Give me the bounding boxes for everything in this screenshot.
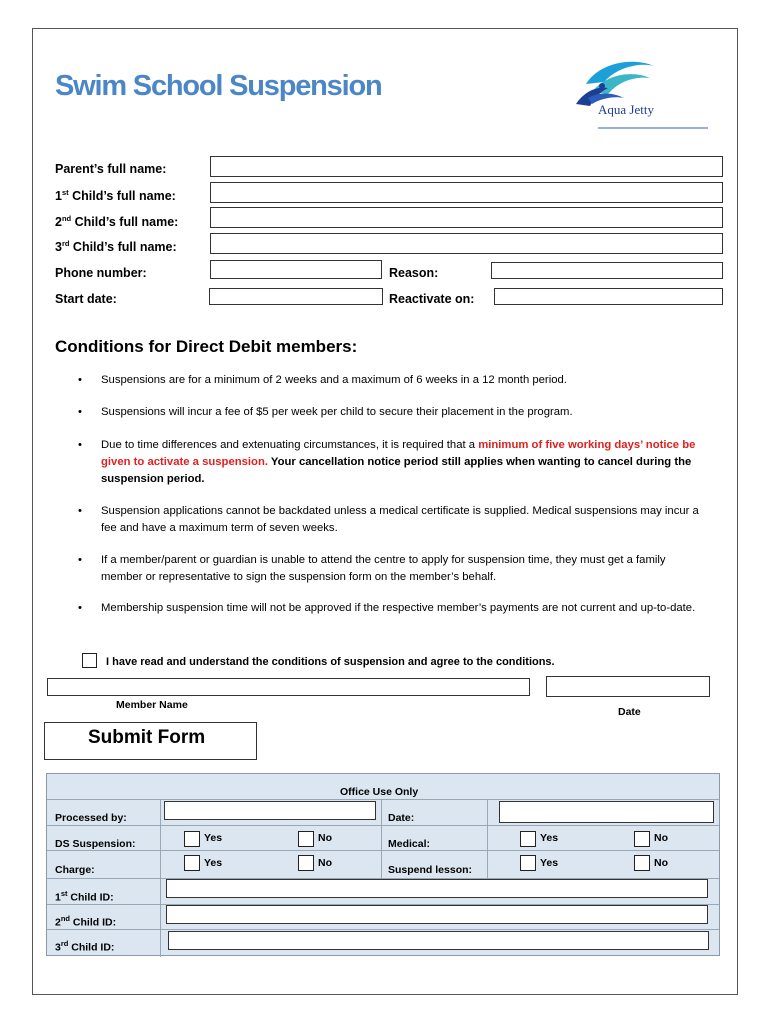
yes-label: Yes xyxy=(540,832,559,844)
no-label: No xyxy=(654,832,668,844)
charge-yes-checkbox[interactable] xyxy=(184,855,200,871)
office-date-field[interactable] xyxy=(499,801,714,823)
reason-field[interactable] xyxy=(491,262,723,279)
child2-id-label: 2nd Child ID: xyxy=(55,914,117,929)
processed-by-label: Processed by: xyxy=(55,812,127,824)
child2-name-field[interactable] xyxy=(210,207,723,228)
charge-label: Charge: xyxy=(55,864,95,876)
child3-name-label: 3rd Child’s full name: xyxy=(55,239,177,255)
child1-id-label: 1st Child ID: xyxy=(55,889,114,904)
condition-item: • Suspensions are for a minimum of 2 weeks and a maximum of 6 weeks in a 12 month period. xyxy=(78,372,708,389)
condition-item: • Membership suspension time will not be approved if the respective member’s payments are not current and up-to-date. xyxy=(78,600,708,617)
submit-form-label: Submit Form xyxy=(88,727,206,748)
condition-item: • Suspensions will incur a fee of $5 per week per child to secure their placement in the program. xyxy=(78,404,708,421)
child3-name-field[interactable] xyxy=(210,233,723,254)
medical-no-checkbox[interactable] xyxy=(634,831,650,847)
member-name-field[interactable] xyxy=(47,678,530,696)
conditions-heading: Conditions for Direct Debit members: xyxy=(55,337,358,356)
date-label: Date xyxy=(618,706,641,718)
no-label: No xyxy=(318,832,332,844)
yes-label: Yes xyxy=(204,832,223,844)
parent-name-label: Parent’s full name: xyxy=(55,162,167,176)
child2-name-label: 2nd Child’s full name: xyxy=(55,214,179,230)
child1-id-field[interactable] xyxy=(166,879,708,898)
suspend-lesson-no-checkbox[interactable] xyxy=(634,855,650,871)
phone-field[interactable] xyxy=(210,260,382,279)
logo-text: Aqua Jetty xyxy=(598,102,654,117)
member-name-label: Member Name xyxy=(116,699,188,711)
phone-label: Phone number: xyxy=(55,266,147,280)
ds-suspension-no-checkbox[interactable] xyxy=(298,831,314,847)
no-label: No xyxy=(654,857,668,869)
aqua-jetty-logo xyxy=(568,52,718,142)
child3-id-label: 3rd Child ID: xyxy=(55,939,115,954)
charge-no-checkbox[interactable] xyxy=(298,855,314,871)
office-date-label: Date: xyxy=(388,812,415,824)
agree-text: I have read and understand the conditions of suspension and agree to the conditions. xyxy=(106,656,555,668)
submit-form-button[interactable] xyxy=(44,722,257,760)
child2-id-field[interactable] xyxy=(166,905,708,924)
yes-label: Yes xyxy=(540,857,559,869)
reactivate-field[interactable] xyxy=(494,288,723,305)
page-title: Swim School Suspension xyxy=(55,70,382,102)
condition-item: • Due to time differences and extenuating circumstances, it is required that a minimum of five working days’ notice be given to activate a suspension. Your cancellation notice period still applies when wanting to cancel during the suspension period. xyxy=(78,437,708,488)
parent-name-field[interactable] xyxy=(210,156,723,177)
office-use-panel xyxy=(46,773,720,956)
ds-suspension-label: DS Suspension: xyxy=(55,838,136,850)
reason-label: Reason: xyxy=(389,266,439,280)
start-date-field[interactable] xyxy=(209,288,383,305)
child1-name-field[interactable] xyxy=(210,182,723,203)
date-field[interactable] xyxy=(546,676,710,697)
office-header: Office Use Only xyxy=(340,786,419,798)
start-date-label: Start date: xyxy=(55,292,117,306)
ds-suspension-yes-checkbox[interactable] xyxy=(184,831,200,847)
condition-item: • Suspension applications cannot be backdated unless a medical certificate is supplied. Medical suspensions may incur a fee and have a maximum term of seven weeks. xyxy=(78,503,708,537)
agree-checkbox[interactable] xyxy=(82,653,97,668)
processed-by-field[interactable] xyxy=(164,801,376,820)
child1-name-label: 1st Child’s full name: xyxy=(55,188,176,204)
condition-item: • If a member/parent or guardian is unable to attend the centre to apply for suspension time, they must get a family member or representative to sign the suspension form on the member’s behalf. xyxy=(78,552,708,586)
suspend-lesson-label: Suspend lesson: xyxy=(388,864,473,876)
child3-id-field[interactable] xyxy=(168,931,709,950)
logo-tagline-line xyxy=(598,127,708,129)
medical-label: Medical: xyxy=(388,838,431,850)
no-label: No xyxy=(318,857,332,869)
yes-label: Yes xyxy=(204,857,223,869)
medical-yes-checkbox[interactable] xyxy=(520,831,536,847)
reactivate-label: Reactivate on: xyxy=(389,292,475,306)
suspend-lesson-yes-checkbox[interactable] xyxy=(520,855,536,871)
